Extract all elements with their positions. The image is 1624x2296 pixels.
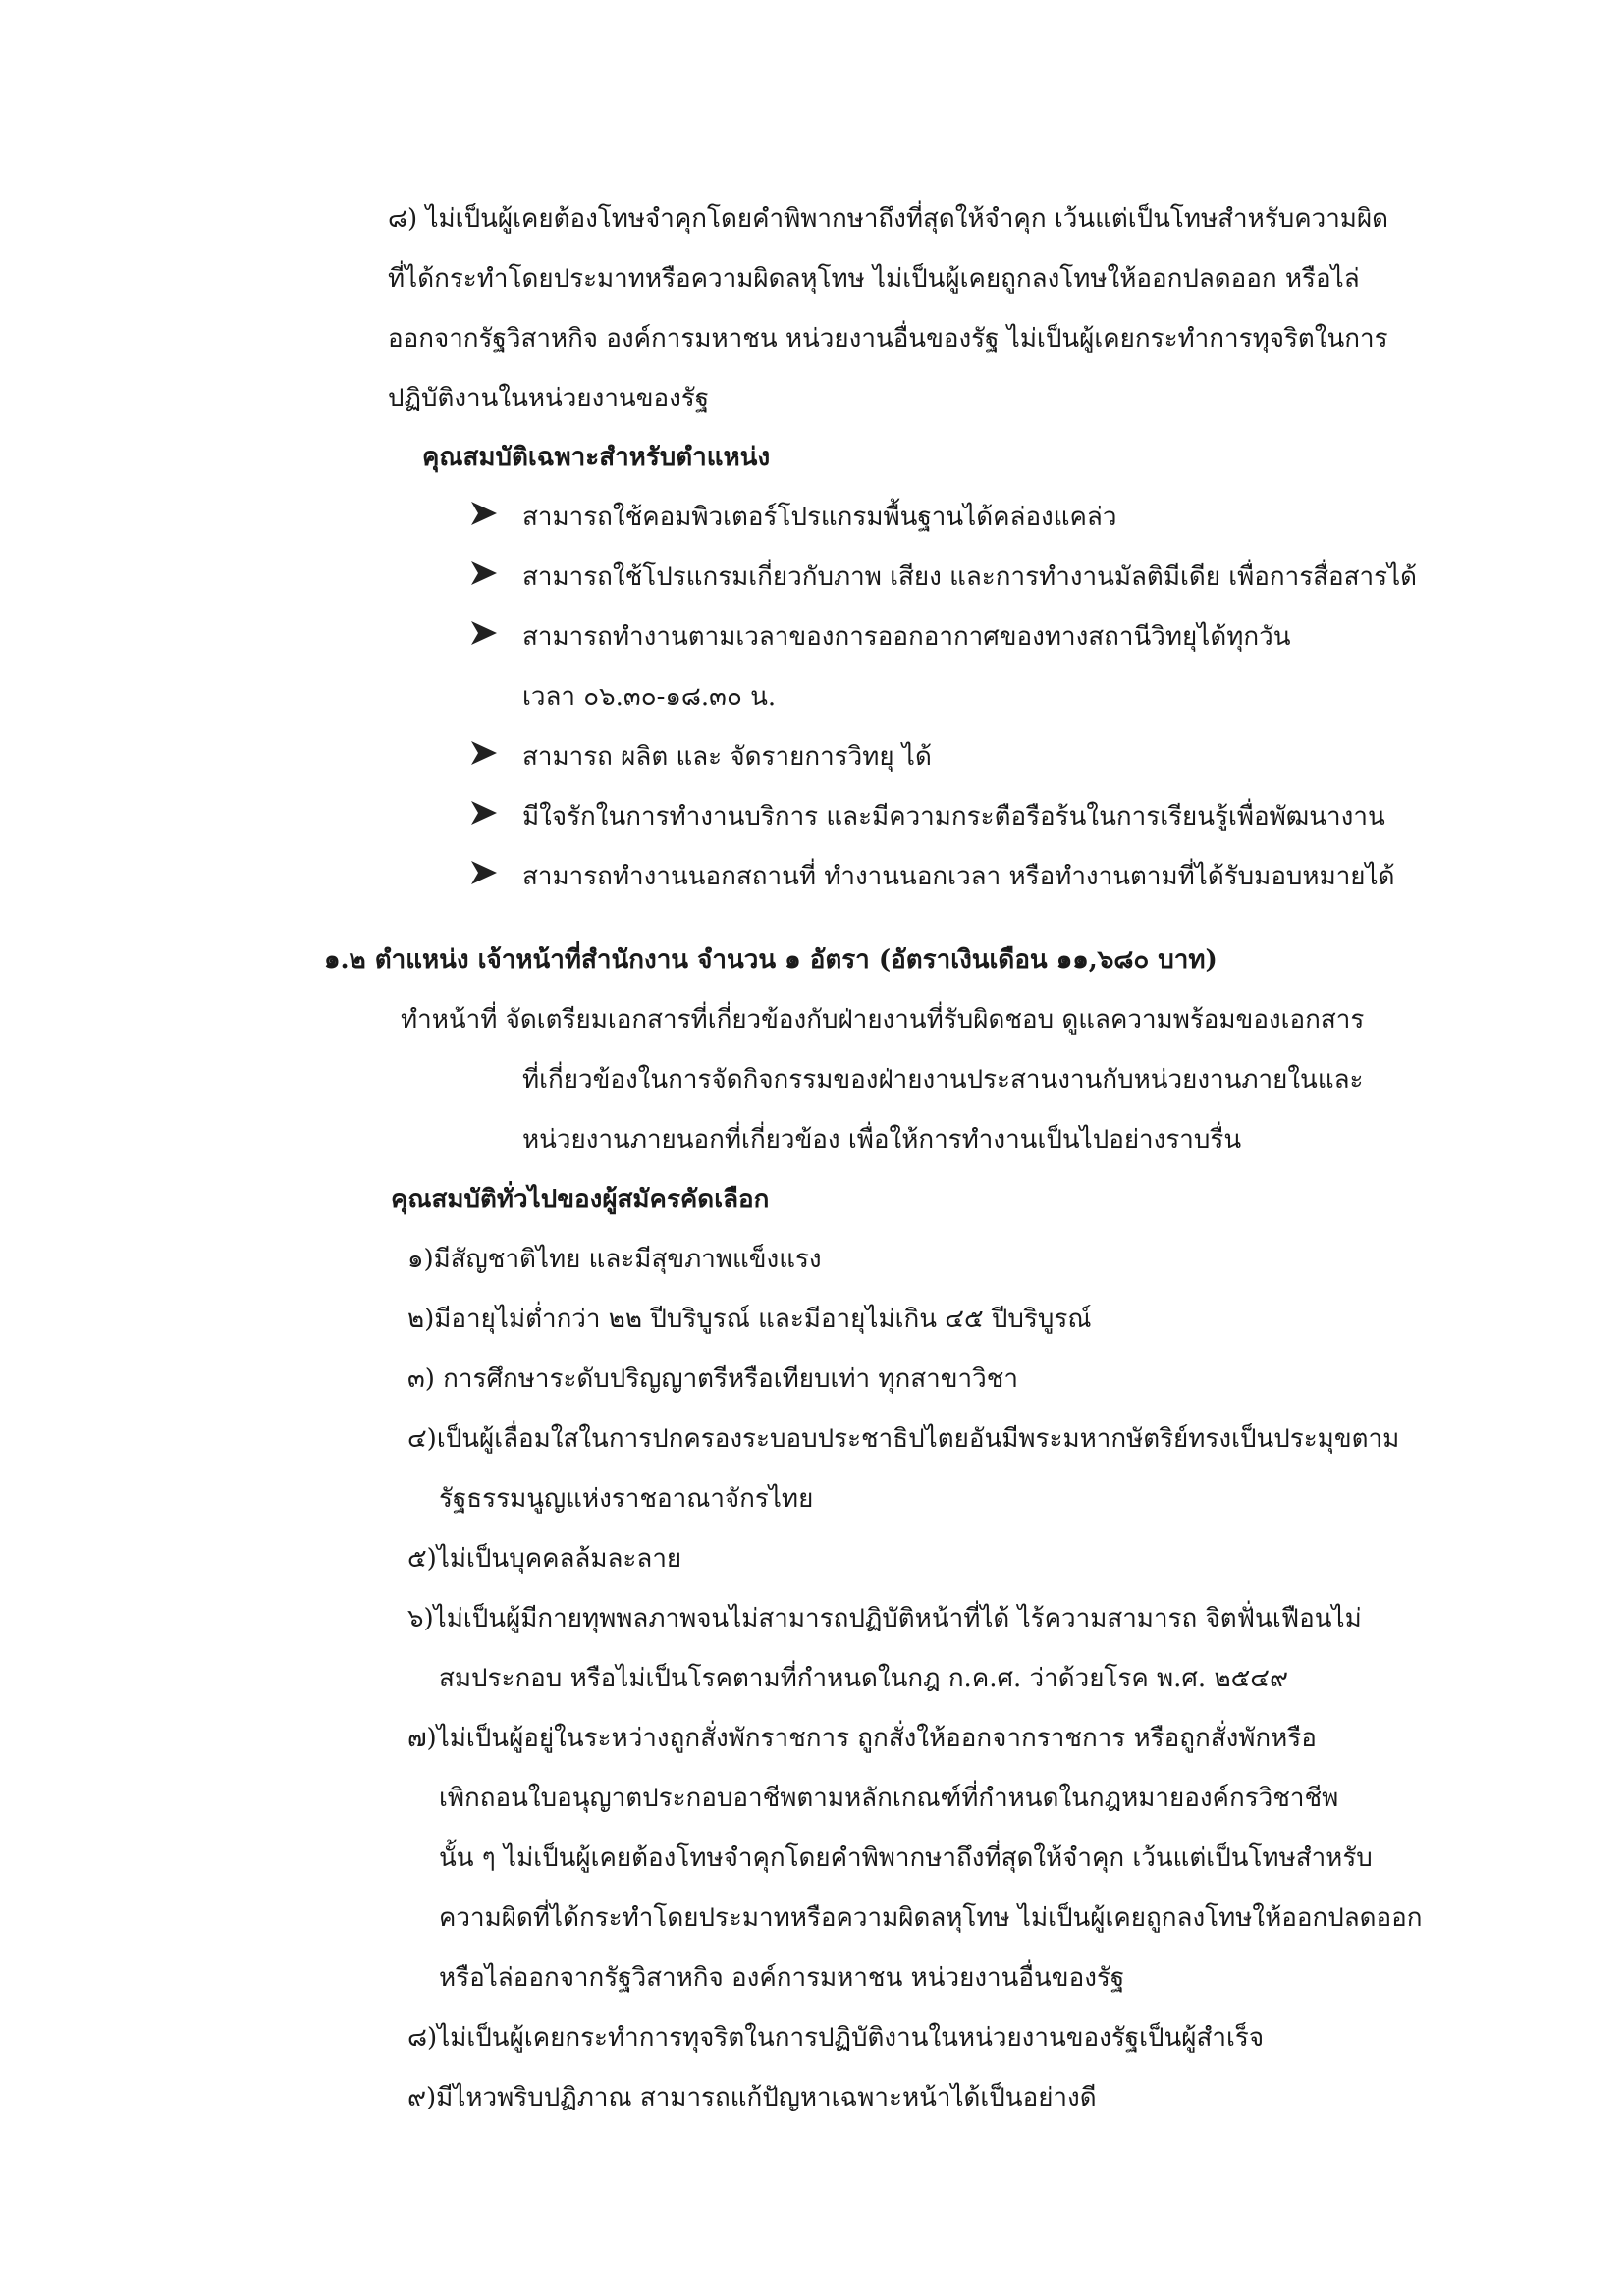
duty-line-1: ทำหน้าที่ จัดเตรียมเอกสารที่เกี่ยวข้องกับฝ่ายงานที่รับผิดชอบ ดูแลความพร้อมของเอกสาร bbox=[401, 1005, 1365, 1035]
arrow-bullet-icon bbox=[469, 499, 499, 528]
general-qual-line: รัฐธรรมนูญแห่งราชอาณาจักรไทย bbox=[439, 1484, 814, 1514]
arrow-bullet-icon bbox=[469, 738, 499, 768]
general-qual-line: ๔)เป็นผู้เลื่อมใสในการปกครองระบอบประชาธิปไตยอันมีพระมหากษัตริย์ทรงเป็นประมุขตาม bbox=[407, 1424, 1400, 1454]
item8-line-3: ออกจากรัฐวิสาหกิจ องค์การมหาชน หน่วยงานอื่นของรัฐ ไม่เป็นผู้เคยกระทำการทุจริตในการ bbox=[388, 324, 1388, 353]
general-qual-line: ๓) การศึกษาระดับปริญญาตรีหรือเทียบเท่า ทุกสาขาวิชา bbox=[407, 1364, 1018, 1394]
duty-line-2: ที่เกี่ยวข้องในการจัดกิจกรรมของฝ่ายงานประสานงานกับหน่วยงานภายในและ bbox=[522, 1065, 1364, 1095]
item8-line-2: ที่ได้กระทำโดยประมาทหรือความผิดลหุโทษ ไม่เป็นผู้เคยถูกลงโทษให้ออกปลดออก หรือไล่ bbox=[388, 264, 1360, 294]
general-qual-line: ความผิดที่ได้กระทำโดยประมาทหรือความผิดลหุโทษ ไม่เป็นผู้เคยถูกลงโทษให้ออกปลดออก bbox=[439, 1903, 1423, 1933]
general-qual-line: ๖)ไม่เป็นผู้มีกายทุพพลภาพจนไม่สามารถปฏิบัติหน้าที่ได้ ไร้ความสามารถ จิตฟั่นเฟือนไม่ bbox=[407, 1604, 1362, 1633]
specific-qual-item-3: สามารถทำงานตามเวลาของการออกอากาศของทางสถานีวิทยุได้ทุกวัน bbox=[522, 622, 1291, 652]
general-qual-line: ๘)ไม่เป็นผู้เคยกระทำการทุจริตในการปฏิบัติงานในหน่วยงานของรัฐเป็นผู้สำเร็จ bbox=[407, 2023, 1265, 2053]
arrow-bullet-icon bbox=[469, 559, 499, 588]
specific-qual-item-6: สามารถทำงานนอกสถานที่ ทำงานนอกเวลา หรือทำงานตามที่ได้รับมอบหมายได้ bbox=[522, 862, 1395, 891]
general-qual-line: หรือไล่ออกจากรัฐวิสาหกิจ องค์การมหาชน หน่วยงานอื่นของรัฐ bbox=[439, 1963, 1125, 1993]
general-qual-line: ๕)ไม่เป็นบุคคลล้มละลาย bbox=[407, 1544, 682, 1574]
arrow-bullet-icon bbox=[469, 618, 499, 648]
specific-qual-item-4: สามารถ ผลิต และ จัดรายการวิทยุ ได้ bbox=[522, 742, 932, 772]
specific-qual-item-2: สามารถใช้โปรแกรมเกี่ยวกับภาพ เสียง และการทำงานมัลติมีเดีย เพื่อการสื่อสารได้ bbox=[522, 562, 1418, 592]
specific-quals-heading: คุณสมบัติเฉพาะสำหรับตำแหน่ง bbox=[422, 443, 771, 472]
position-1-2-heading: ๑.๒ ตำแหน่ง เจ้าหน้าที่สำนักงาน จำนวน ๑ อัตรา (อัตราเงินเดือน ๑๑,๖๘๐ บาท) bbox=[324, 945, 1218, 975]
general-qual-line: ๒)มีอายุไม่ต่ำกว่า ๒๒ ปีบริบูรณ์ และมีอายุไม่เกิน ๔๕ ปีบริบูรณ์ bbox=[407, 1305, 1092, 1334]
arrow-bullet-icon bbox=[469, 798, 499, 828]
item8-line-1: ๘) ไม่เป็นผู้เคยต้องโทษจำคุกโดยคำพิพากษาถึงที่สุดให้จำคุก เว้นแต่เป็นโทษสำหรับความผิด bbox=[388, 204, 1389, 234]
general-qual-line: ๗)ไม่เป็นผู้อยู่ในระหว่างถูกสั่งพักราชการ ถูกสั่งให้ออกจากราชการ หรือถูกสั่งพักหรือ bbox=[407, 1724, 1317, 1753]
duty-line-3: หน่วยงานภายนอกที่เกี่ยวข้อง เพื่อให้การทำงานเป็นไปอย่างราบรื่น bbox=[522, 1125, 1242, 1154]
arrow-bullet-icon bbox=[469, 858, 499, 887]
specific-qual-item-5: มีใจรักในการทำงานบริการ และมีความกระตือรือร้นในการเรียนรู้เพื่อพัฒนางาน bbox=[522, 802, 1385, 831]
general-qual-line: ๙)มีไหวพริบปฏิภาณ สามารถแก้ปัญหาเฉพาะหน้าได้เป็นอย่างดี bbox=[407, 2083, 1097, 2112]
specific-qual-item-3-cont: เวลา ๐๖.๓๐-๑๘.๓๐ น. bbox=[522, 682, 777, 712]
general-qual-line: สมประกอบ หรือไม่เป็นโรคตามที่กำหนดในกฎ ก.ค.ศ. ว่าด้วยโรค พ.ศ. ๒๕๔๙ bbox=[439, 1664, 1288, 1693]
general-qual-line: นั้น ๆ ไม่เป็นผู้เคยต้องโทษจำคุกโดยคำพิพากษาถึงที่สุดให้จำคุก เว้นแต่เป็นโทษสำหรับ bbox=[439, 1843, 1373, 1873]
specific-qual-item-1: สามารถใช้คอมพิวเตอร์โปรแกรมพื้นฐานได้คล่องแคล่ว bbox=[522, 503, 1117, 532]
general-qual-line: เพิกถอนใบอนุญาตประกอบอาชีพตามหลักเกณฑ์ที่กำหนดในกฎหมายองค์กรวิชาชีพ bbox=[439, 1784, 1339, 1813]
general-quals-heading: คุณสมบัติทั่วไปของผู้สมัครคัดเลือก bbox=[391, 1185, 770, 1214]
general-qual-line: ๑)มีสัญชาติไทย และมีสุขภาพแข็งแรง bbox=[407, 1245, 822, 1274]
item8-line-4: ปฏิบัติงานในหน่วยงานของรัฐ bbox=[388, 384, 710, 413]
